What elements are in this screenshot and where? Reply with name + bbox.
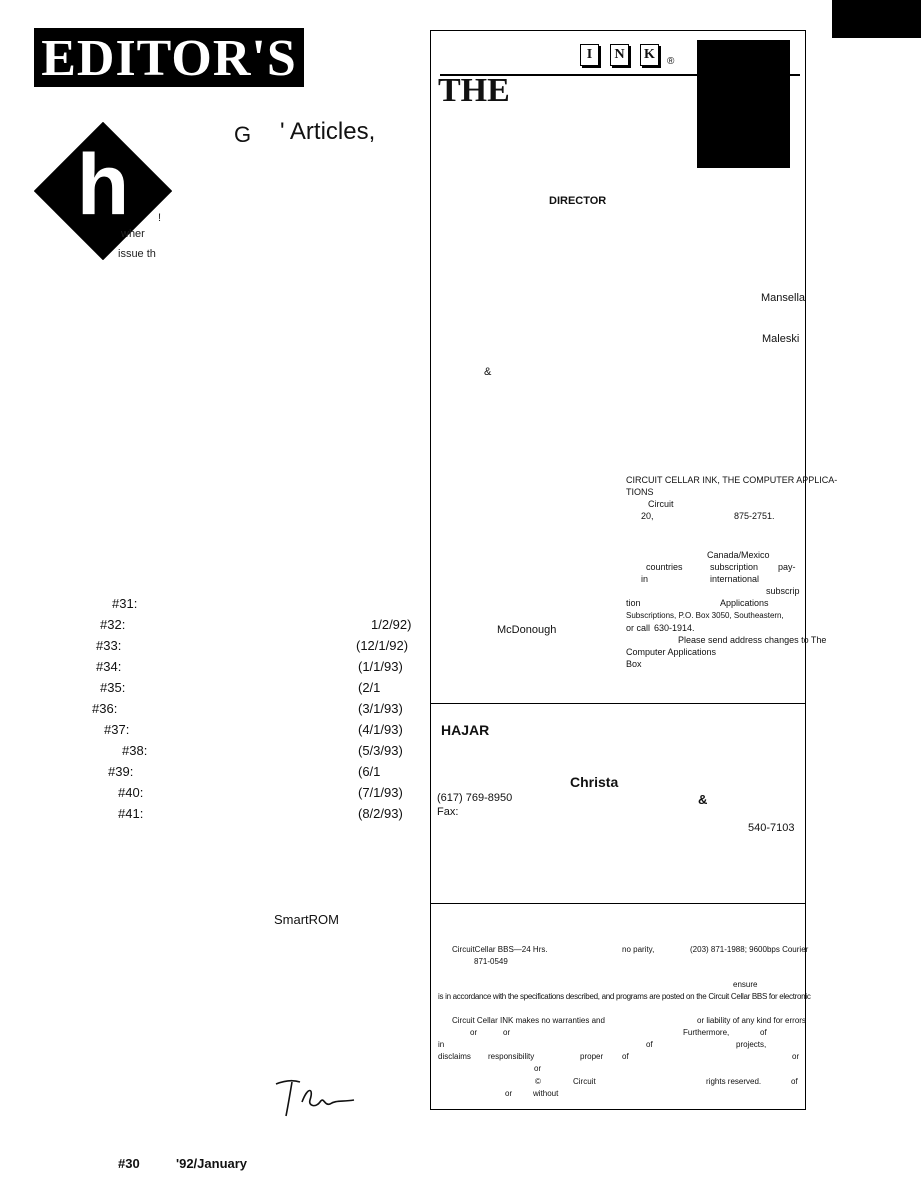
legal-text: or bbox=[470, 1028, 478, 1037]
banner-title: EDITOR'S bbox=[41, 30, 297, 87]
issue-number: #37: bbox=[104, 722, 130, 737]
publication-notice: 875-2751. bbox=[734, 511, 775, 521]
director-label: DIRECTOR bbox=[549, 195, 607, 207]
legal-text: is in accordance with the specifications described, and programs are posted on the Circuit Cellar BBS for electronic bbox=[438, 992, 811, 1001]
issue-date: (1/1/93) bbox=[358, 659, 403, 674]
legal-text: Circuit Cellar INK makes no warranties and bbox=[452, 1016, 605, 1025]
issue-date: (12/1/92) bbox=[356, 638, 409, 653]
staff-maleski: Maleski bbox=[762, 333, 800, 345]
subscription-info: Please send address changes to The bbox=[678, 635, 827, 645]
publication-notice: CIRCUIT CELLAR INK, THE COMPUTER APPLICA- bbox=[626, 475, 838, 485]
issue-number: #40: bbox=[118, 785, 144, 800]
issue-number: #39: bbox=[108, 764, 134, 779]
legal-text: of bbox=[791, 1077, 798, 1086]
issue-number: #35: bbox=[100, 680, 126, 695]
issue-date: (5/3/93) bbox=[358, 743, 403, 758]
legal-text: Circuit bbox=[573, 1077, 596, 1086]
publication-notice: TIONS bbox=[626, 487, 654, 497]
subscription-info: Computer Applications bbox=[626, 647, 717, 657]
issue-number: #33: bbox=[96, 638, 122, 653]
subscription-info: Applications bbox=[720, 598, 769, 608]
text-fragment: ! bbox=[158, 212, 162, 224]
footer-issue: #30 bbox=[118, 1156, 140, 1171]
text-fragment: wher bbox=[121, 228, 145, 240]
masthead-black-block bbox=[697, 40, 790, 168]
signature-text bbox=[1, 1, 2, 2]
legal-text: or bbox=[534, 1064, 542, 1073]
legal-text: of bbox=[646, 1040, 653, 1049]
bbs-info: 871-0549 bbox=[474, 957, 508, 966]
heading-fragment-g: G bbox=[234, 122, 252, 147]
bbs-info: CircuitCellar BBS—24 Hrs. bbox=[452, 945, 548, 954]
subscription-info: or call bbox=[626, 623, 651, 633]
legal-text: or bbox=[505, 1089, 513, 1098]
scan-artifact bbox=[832, 0, 921, 38]
legal-text: of bbox=[760, 1028, 767, 1037]
subscription-info: international bbox=[710, 574, 760, 584]
signature-icon bbox=[272, 1072, 358, 1120]
subscription-info: Box bbox=[626, 659, 642, 669]
issue-date: (4/1/93) bbox=[358, 722, 403, 737]
legal-text: or bbox=[503, 1028, 511, 1037]
legal-text: or bbox=[792, 1052, 800, 1061]
legal-text: ensure bbox=[733, 980, 758, 989]
ink-logo-k: K bbox=[640, 44, 659, 66]
subscription-info: subscrip bbox=[766, 586, 800, 596]
staff-mcdonough: McDonough bbox=[497, 624, 557, 636]
issue-number: #36: bbox=[92, 701, 118, 716]
issue-date: (7/1/93) bbox=[358, 785, 403, 800]
text-fragment: issue th bbox=[118, 248, 156, 260]
legal-text: or liability of any kind for errors bbox=[697, 1016, 806, 1025]
legal-text: projects, bbox=[736, 1040, 767, 1049]
section-divider bbox=[430, 903, 806, 904]
staff-mansella: Mansella bbox=[761, 292, 806, 304]
ink-logo-n: N bbox=[610, 44, 629, 66]
legal-text: Furthermore, bbox=[683, 1028, 730, 1037]
issue-date: (2/1 bbox=[358, 680, 381, 695]
subscription-info: tion bbox=[626, 598, 641, 608]
subscription-info: Canada/Mexico bbox=[707, 550, 770, 560]
editors-banner bbox=[34, 28, 304, 87]
ampersand: & bbox=[484, 366, 492, 378]
registered-mark: ® bbox=[667, 56, 675, 67]
smartrom-text: SmartROM bbox=[274, 912, 339, 927]
legal-text: of bbox=[622, 1052, 629, 1061]
subscription-info: subscription bbox=[710, 562, 759, 572]
dropcap-diamond bbox=[34, 122, 172, 260]
ad-contact-hajar: HAJAR bbox=[441, 722, 490, 738]
legal-text: proper bbox=[580, 1052, 604, 1061]
bbs-info: (203) 871-1988; 9600bps Courier bbox=[690, 945, 809, 954]
issue-number: #41: bbox=[118, 806, 144, 821]
issue-date: 1/2/92) bbox=[371, 617, 412, 632]
subscription-info: 630-1914. bbox=[654, 623, 695, 633]
subscription-info: in bbox=[641, 574, 649, 584]
issue-number: #34: bbox=[96, 659, 122, 674]
masthead-the: THE bbox=[438, 72, 510, 109]
legal-text: in bbox=[438, 1040, 445, 1049]
ad-phone: (617) 769-8950 bbox=[437, 792, 513, 804]
ink-logo-i: I bbox=[580, 44, 599, 66]
issue-date: (8/2/93) bbox=[358, 806, 403, 821]
legal-text: without bbox=[533, 1089, 559, 1098]
legal-text: responsibility bbox=[488, 1052, 535, 1061]
subscription-info: pay- bbox=[778, 562, 796, 572]
legal-text: rights reserved. bbox=[706, 1077, 762, 1086]
section-divider bbox=[430, 703, 806, 704]
issue-date: (3/1/93) bbox=[358, 701, 403, 716]
issue-date: (6/1 bbox=[358, 764, 381, 779]
ad-fax-label: Fax: bbox=[437, 806, 459, 818]
subscription-info: Subscriptions, P.O. Box 3050, Southeastern, bbox=[626, 611, 784, 620]
issue-number: #32: bbox=[100, 617, 126, 632]
legal-text: © bbox=[535, 1077, 541, 1086]
ad-contact-christa: Christa bbox=[570, 774, 619, 790]
ad-fax-number: 540-7103 bbox=[748, 822, 795, 834]
heading-fragment-articles: ' Articles, bbox=[280, 118, 376, 145]
dropcap-letter: h bbox=[76, 137, 130, 233]
subscription-info: countries bbox=[646, 562, 683, 572]
bbs-info: no parity, bbox=[622, 945, 655, 954]
publication-notice: 20, bbox=[641, 511, 654, 521]
legal-text: disclaims bbox=[438, 1052, 471, 1061]
footer-date: '92/January bbox=[176, 1156, 248, 1171]
issue-number: #38: bbox=[122, 743, 148, 758]
ampersand: & bbox=[698, 792, 708, 807]
publication-notice: Circuit bbox=[648, 499, 674, 509]
issue-number: #31: bbox=[112, 596, 138, 611]
